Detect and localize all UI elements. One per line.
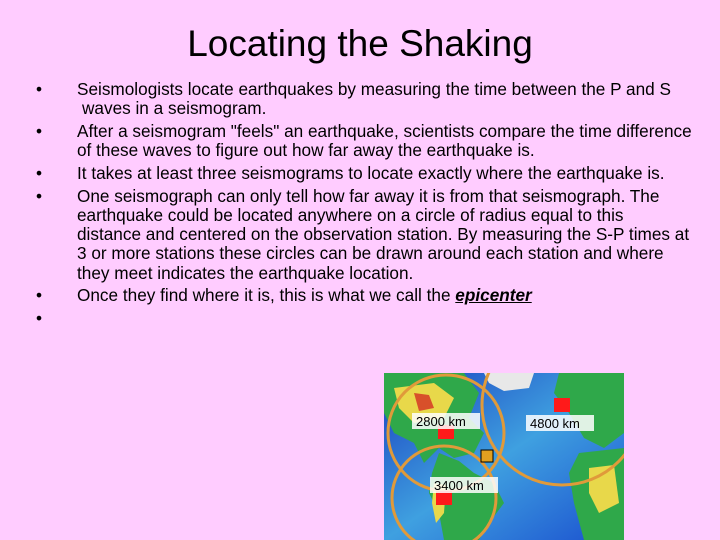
epicenter-marker xyxy=(481,450,493,462)
bullet-text: One seismograph can only tell how far away it is from that seismograph. The earthquake could be located anywhere on a circle of radius equal to this distance and centered on the observation station. By measuring the S-P times at 3 or more stations these circles can be drawn around each station and where they meet indicates the earthquake location. xyxy=(77,185,690,283)
bullet-marker: • xyxy=(36,308,43,329)
bullet-marker: • xyxy=(36,79,43,99)
epicenter-term: epicenter xyxy=(455,285,532,306)
bullet-marker: • xyxy=(36,185,43,206)
station-marker-3 xyxy=(436,491,452,505)
bullet-marker: • xyxy=(36,285,43,306)
bullet-text xyxy=(77,286,692,305)
epicenter-map xyxy=(384,373,624,540)
bullet-marker: • xyxy=(36,163,43,183)
bullet-item xyxy=(32,80,692,118)
bullet-text-prefix: Once they find where it is, this is what we call the xyxy=(77,285,456,306)
bullet-marker: • xyxy=(36,121,43,141)
bullet-text: Seismologists locate earthquakes by measuring the time between the P and S waves in a seismogram. xyxy=(77,79,671,119)
bullet-text: It takes at least three seismograms to locate exactly where the earthquake is. xyxy=(77,163,665,183)
slide-title: Locating the Shaking xyxy=(187,23,533,64)
bullet-list xyxy=(32,79,692,329)
station-label-3: 3400 km xyxy=(434,478,484,493)
bullet-item xyxy=(32,122,692,160)
bullet-item xyxy=(32,164,692,183)
station-label-2: 4800 km xyxy=(530,416,580,431)
bullet-text: After a seismogram "feels" an earthquake, scientists compare the time difference of these waves to figure out how far away the earthquake is. xyxy=(77,121,692,161)
station-label-1: 2800 km xyxy=(416,414,466,429)
bullet-item xyxy=(32,187,692,283)
bullet-item xyxy=(32,286,692,305)
map-svg xyxy=(384,373,624,540)
station-marker-2 xyxy=(554,398,570,412)
